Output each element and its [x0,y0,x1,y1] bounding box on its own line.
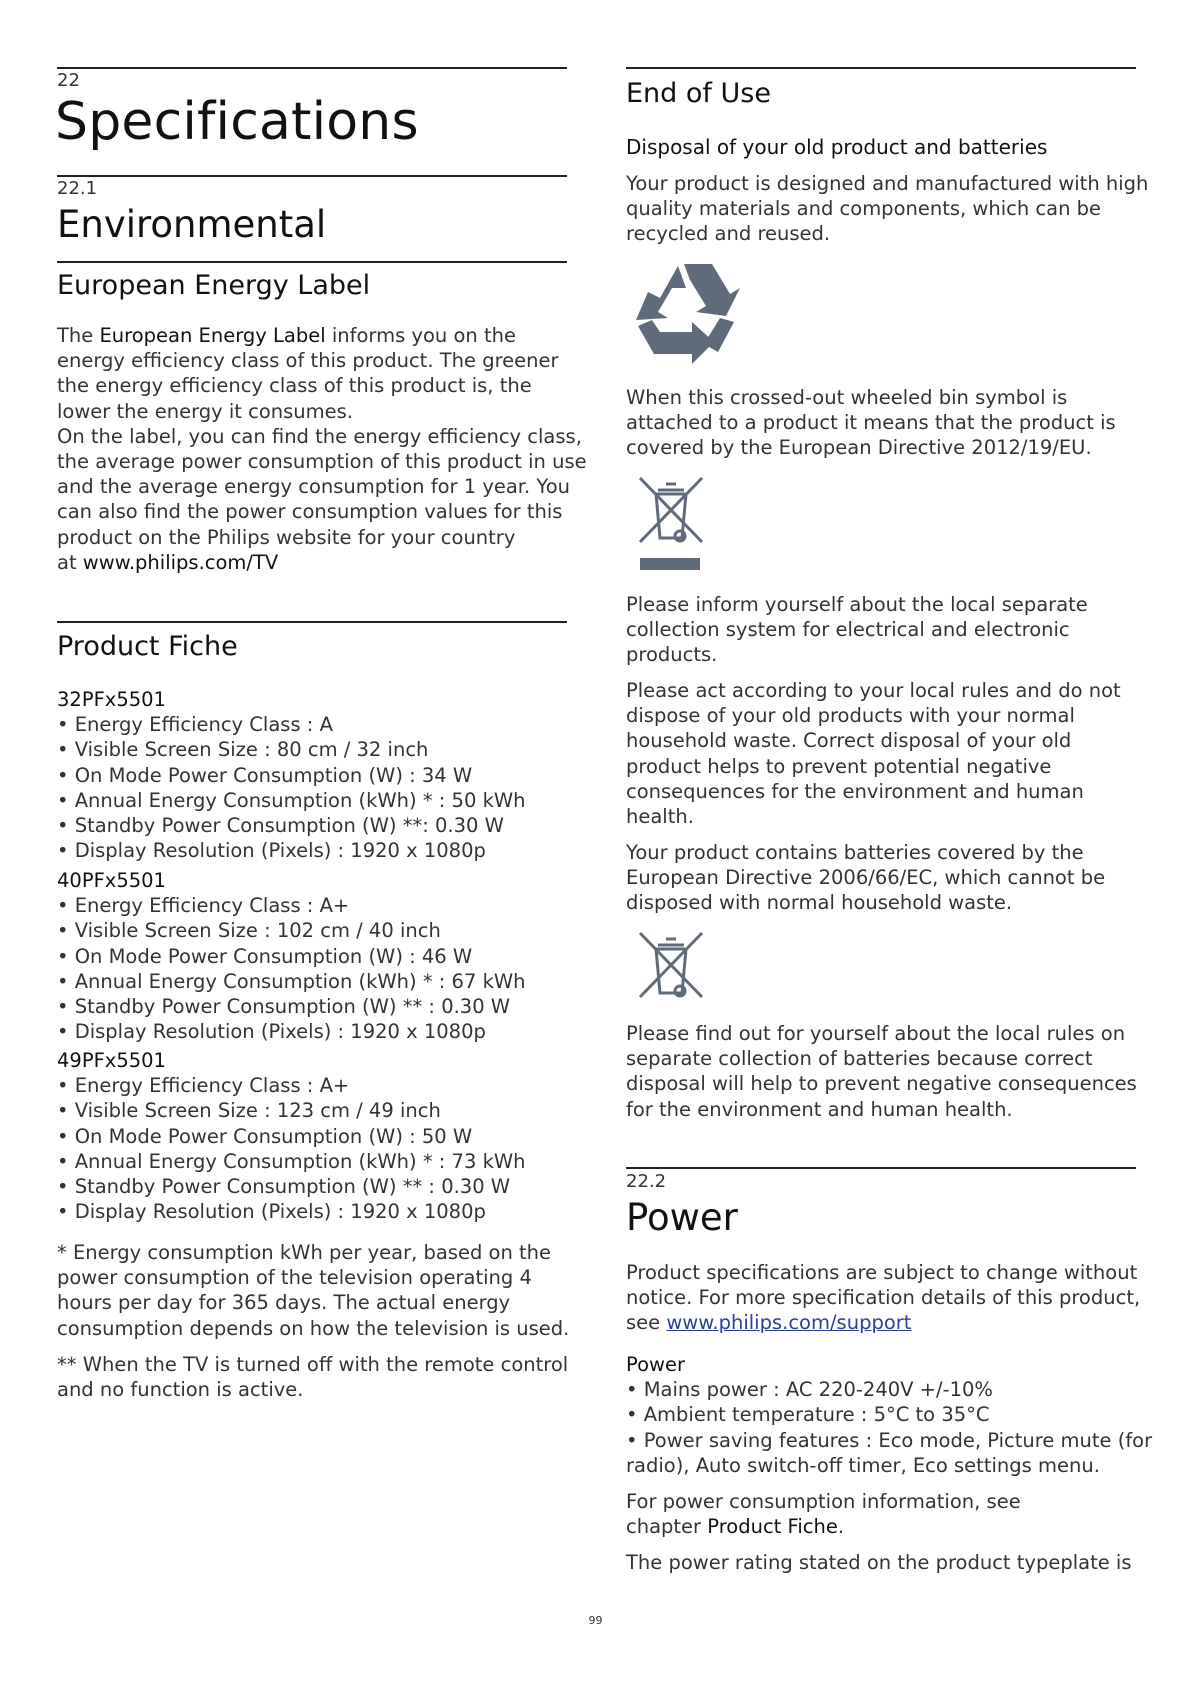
spec-item: • On Mode Power Consumption (W) : 46 W [57,944,473,968]
model-name: 49PFx5501 [57,1049,166,1072]
collection-paragraph [626,592,1141,668]
model-name: 40PFx5501 [57,869,166,892]
text-line: dispose of your old products with your normal [626,704,1075,728]
energy-label-term: European Energy Label [99,324,326,347]
text-line: and the average energy consumption for 1 year. You [57,475,571,499]
model-block-32 [57,687,572,863]
energy-label-heading: European Energy Label [57,270,371,301]
text-line: notice. For more specification details of this product, [626,1286,1141,1310]
energy-label-paragraph [57,323,587,575]
power-section-number: 22.2 [626,1171,667,1192]
philips-support-link[interactable]: www.philips.com/support [666,1311,912,1335]
power-specs [626,1352,1153,1478]
spec-item: • Mains power : AC 220-240V +/-10% [626,1378,993,1402]
section-number: 22.1 [57,178,98,199]
text-line: household waste. Correct disposal of your old [626,729,1072,753]
spec-item: • Energy Efficiency Class : A+ [57,894,350,918]
text-line: hours per day for 365 days. The actual energy [57,1291,511,1315]
disposal-subheading: Disposal of your old product and batteries [626,135,1048,159]
consumption-post: . [837,1515,845,1539]
chapter-number: 22 [57,70,80,91]
power-rule [626,1167,1136,1169]
text-line: quality materials and components, which can be [626,197,1102,221]
model-name: 32PFx5501 [57,688,166,711]
text-line: the energy efficiency class of this product is, the [57,374,532,398]
fiche-rule [57,621,567,623]
text-line: attached to a product it means that the product is [626,411,1116,435]
text-line: products. [626,643,718,667]
chapter-rule [57,67,567,69]
text-line: * Energy consumption kWh per year, based on the [57,1241,552,1264]
section-rule [57,175,567,177]
text-line: disposal will help to prevent negative consequences [626,1072,1137,1096]
philips-tv-url[interactable]: www.philips.com/TV [82,550,279,574]
text-line: European Directive 2006/66/EC, which cannot be [626,866,1106,890]
product-fiche-ref[interactable]: Product Fiche [707,1515,838,1539]
spec-item: • On Mode Power Consumption (W) : 50 W [57,1124,473,1148]
power-intro [626,1260,1141,1336]
energy-label-rule [57,261,567,263]
text-line: On the label, you can find the energy efficiency class, [57,424,582,448]
spec-item: • Standby Power Consumption (W) **: 0.30 W [57,814,504,838]
spec-item: • Annual Energy Consumption (kWh) * : 67 kWh [57,969,526,993]
fiche-heading: Product Fiche [57,631,238,662]
crossed-bin-battery-icon [636,931,706,1003]
text-line: for the environment and human health. [626,1097,1013,1121]
spec-item: • Visible Screen Size : 123 cm / 49 inch [57,1099,441,1123]
text-line: Please inform yourself about the local separate [626,593,1088,616]
local-rules-paragraph [626,678,1141,829]
text-line: Product specifications are subject to change without [626,1261,1138,1284]
text-line: Please act according to your local rules and do not [626,679,1121,702]
text-line: can also find the power consumption values for this [57,500,563,524]
text-line: separate collection of batteries because correct [626,1047,1093,1071]
p1-post: informs you on the [325,324,516,347]
model-block-40 [57,868,572,1044]
batteries-paragraph [626,840,1141,916]
power-subheading: Power [626,1353,685,1376]
spec-item: • Ambient temperature : 5°C to 35°C [626,1403,990,1427]
text-line: lower the energy it consumes. [57,399,353,423]
spec-item: • Annual Energy Consumption (kWh) * : 50 kWh [57,788,526,812]
text-line: ** When the TV is turned off with the remote control [57,1353,569,1376]
spec-item: • Power saving features : Eco mode, Picture mute (for [626,1428,1153,1452]
consumption-pre: chapter [626,1515,708,1539]
battery-rules-paragraph [626,1021,1141,1122]
spec-item: • Energy Efficiency Class : A [57,713,333,737]
consumption-paragraph [626,1489,1141,1539]
crossed-bin-icon [636,476,706,572]
spec-item: • On Mode Power Consumption (W) : 34 W [57,763,473,787]
text-line: energy efficiency class of this product. The greener [57,349,559,373]
spec-item: radio), Auto switch-off timer, Eco settings menu. [626,1453,1100,1477]
text-line: Your product is designed and manufactured with high [626,172,1149,195]
spec-item: • Annual Energy Consumption (kWh) * : 73 kWh [57,1149,526,1173]
text-line: disposed with normal household waste. [626,891,1013,915]
recycle-paragraph [626,171,1149,247]
spec-item: • Display Resolution (Pixels) : 1920 x 1080p [57,1200,486,1224]
chapter-title: Specifications [55,92,419,152]
power-rating-text: The power rating stated on the product typeplate is [626,1551,1132,1574]
text-line: collection system for electrical and electronic [626,618,1070,642]
recycle-icon [634,260,742,364]
model-block-49 [57,1048,572,1224]
text-line: product helps to prevent potential negative [626,754,1052,778]
text-line: Your product contains batteries covered by the [626,841,1084,864]
spec-item: • Energy Efficiency Class : A+ [57,1074,350,1098]
text-line: product on the Philips website for your country [57,525,516,549]
text-line: the average power consumption of this product in use [57,450,587,474]
spec-item: • Visible Screen Size : 80 cm / 32 inch [57,738,429,762]
spec-item: • Standby Power Consumption (W) ** : 0.30 W [57,1175,511,1199]
text-line: consumption depends on how the television is used. [57,1316,570,1340]
text-line: covered by the European Directive 2012/19/EU. [626,436,1092,460]
section-title: Environmental [57,203,327,246]
text-line: power consumption of the television operating 4 [57,1266,532,1290]
text-line: health. [626,805,694,829]
intro-see: see [626,1311,667,1335]
text-line: recycled and reused. [626,222,831,246]
end-of-use-heading: End of Use [626,78,771,109]
power-section-title: Power [626,1196,738,1239]
spec-item: • Standby Power Consumption (W) ** : 0.30 W [57,995,511,1019]
text-line: and no function is active. [57,1378,304,1402]
text-line: Please find out for yourself about the local rules on [626,1022,1126,1045]
spec-item: • Visible Screen Size : 102 cm / 40 inch [57,919,441,943]
energy-footnote [57,1240,572,1341]
end-of-use-rule [626,67,1136,69]
p1-pre: The [57,324,100,347]
spec-item: • Display Resolution (Pixels) : 1920 x 1080p [57,839,486,863]
text-line: For power consumption information, see [626,1490,1021,1513]
weee-paragraph [626,385,1141,461]
page-number: 99 [588,1614,603,1627]
last-pre: at [57,550,83,574]
standby-footnote [57,1352,572,1402]
text-line: When this crossed-out wheeled bin symbol is [626,386,1068,409]
text-line: consequences for the environment and human [626,779,1084,803]
spec-item: • Display Resolution (Pixels) : 1920 x 1080p [57,1020,486,1044]
